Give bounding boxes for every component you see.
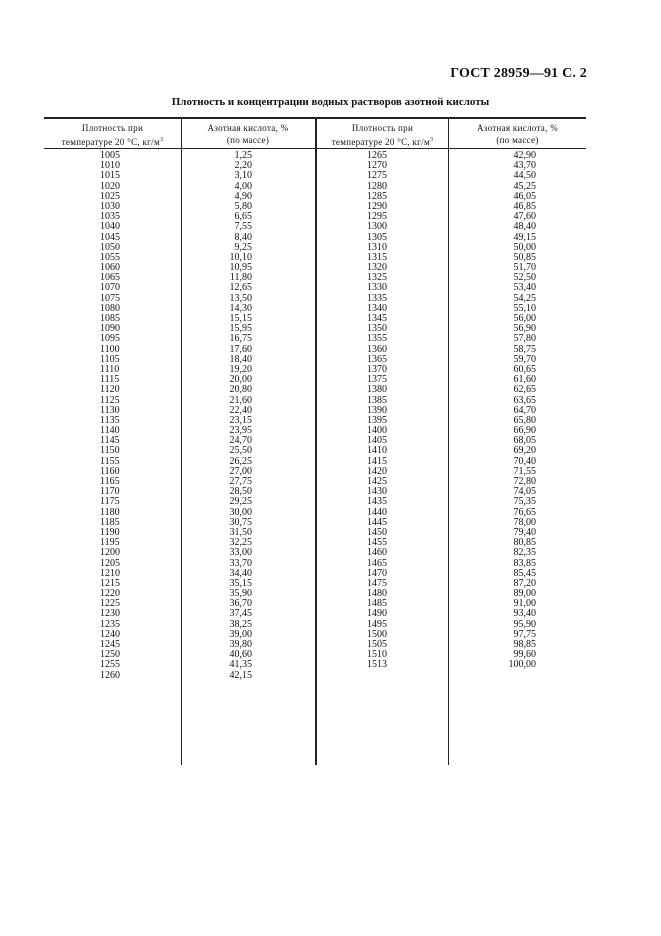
table-cell: 95,90 (513, 618, 536, 630)
column-divider (448, 117, 449, 765)
table-cell: 1005 (100, 150, 120, 161)
table-cell: 1310 (367, 241, 387, 253)
page-header: ГОСТ 28959—91 С. 2 (450, 66, 587, 81)
table-cell: 1340 (367, 302, 387, 314)
table-cell: 1185 (100, 516, 120, 528)
table-cell: 1175 (100, 496, 120, 508)
table-cell: 21,60 (229, 394, 252, 406)
table-cell: 1035 (100, 211, 120, 223)
table-cell: 1215 (100, 577, 120, 589)
table-cell: 1290 (367, 200, 387, 212)
table-cell: 49,15 (513, 231, 536, 243)
table-cell: 1380 (367, 384, 387, 396)
table-cell: 1315 (367, 251, 387, 263)
table-cell: 11,80 (229, 272, 252, 284)
table-cell: 1240 (100, 628, 120, 640)
table-cell: 79,40 (513, 526, 536, 538)
header-text: Азотная кислота, % (476, 123, 558, 133)
table-cell: 54,25 (513, 292, 536, 304)
table-cell: 1495 (367, 618, 387, 630)
table-cell: 47,60 (513, 211, 536, 223)
table-cell: 26,25 (229, 455, 252, 467)
table-cell: 69,20 (513, 445, 536, 457)
table-cell: 3,10 (234, 170, 252, 182)
table-cell: 72,80 (513, 476, 536, 487)
table-cell: 27,75 (229, 476, 252, 487)
table-cell: 1145 (100, 435, 120, 447)
header-text-unit: температуре 20 °С, кг/м (331, 137, 430, 147)
table-cell: 64,70 (513, 404, 536, 416)
table-cell: 29,25 (229, 496, 252, 508)
table-cell: 1370 (367, 363, 387, 375)
table-cell: 50,85 (513, 251, 536, 263)
table-cell: 57,80 (513, 333, 536, 345)
table-cell: 1285 (367, 190, 387, 202)
table-cell: 1100 (100, 343, 120, 355)
table-cell: 1055 (100, 251, 120, 263)
table-cell: 24,70 (229, 435, 252, 447)
table-cell: 25,50 (229, 445, 252, 457)
table-cell: 1235 (100, 618, 120, 630)
table-cell: 1305 (367, 231, 387, 243)
table-cell: 1250 (100, 649, 120, 661)
column-divider (181, 117, 182, 765)
table-cell: 1355 (367, 333, 387, 345)
table-cell: 1255 (100, 659, 120, 671)
table-cell: 1130 (100, 404, 120, 416)
table-cell: 27,00 (229, 465, 252, 477)
table-cell: 1365 (367, 353, 387, 365)
table-cell: 1180 (100, 506, 120, 518)
table-cell: 89,00 (513, 588, 536, 600)
table-cell: 71,55 (513, 465, 536, 477)
table-cell: 15,95 (229, 323, 252, 335)
table-cell: 1125 (100, 394, 120, 406)
table-cell: 1110 (100, 363, 120, 375)
table-cell: 1410 (367, 445, 387, 457)
table-cell: 66,90 (513, 425, 536, 437)
table-cell: 1510 (367, 649, 387, 661)
table-cell: 1010 (100, 160, 120, 172)
table-cell: 35,90 (229, 588, 252, 600)
table-cell: 1095 (100, 333, 120, 345)
density-concentration-table (44, 117, 586, 765)
table-cell: 1500 (367, 628, 387, 640)
table-cell: 1,25 (234, 150, 252, 161)
table-cell: 76,65 (513, 506, 536, 518)
table-cell: 32,25 (229, 537, 252, 549)
table-cell: 19,20 (229, 363, 252, 375)
table-cell: 97,75 (513, 628, 536, 640)
table-cell: 14,30 (229, 302, 252, 314)
table-cell: 75,35 (513, 496, 536, 508)
table-cell: 15,15 (229, 313, 252, 324)
table-cell: 1480 (367, 588, 387, 600)
table-cell: 1350 (367, 323, 387, 335)
header-text (317, 134, 448, 148)
table-cell: 46,05 (513, 190, 536, 202)
table-cell: 1245 (100, 639, 120, 650)
table-cell: 1260 (100, 669, 120, 681)
table-cell: 23,15 (229, 414, 252, 426)
table-cell: 78,00 (513, 516, 536, 528)
table-cell: 1090 (100, 323, 120, 335)
table-cell: 36,70 (229, 598, 252, 610)
table-cell: 1420 (367, 465, 387, 477)
table-cell: 1390 (367, 404, 387, 416)
table-cell: 2,20 (234, 160, 252, 172)
header-text: (по массе) (496, 135, 539, 145)
header-text-unit: температуре 20 °С, кг/м (61, 137, 160, 147)
table-cell: 1300 (367, 221, 387, 233)
table-cell: 37,45 (229, 608, 252, 620)
table-cell: 1470 (367, 567, 387, 579)
table-cell: 40,60 (229, 649, 252, 661)
table-cell: 1430 (367, 486, 387, 498)
table-cell: 42,90 (513, 150, 536, 161)
table-cell: 1140 (100, 425, 120, 437)
density-column-right (367, 151, 407, 671)
table-cell: 20,80 (229, 384, 252, 396)
table-cell: 4,90 (234, 190, 252, 202)
table-cell: 1280 (367, 180, 387, 192)
table-cell: 1210 (100, 567, 120, 579)
table-cell: 70,40 (513, 455, 536, 467)
unit-exponent: 3 (159, 137, 164, 143)
table-title: Плотность и концентрации водных растворов азотной кислоты (171, 96, 490, 108)
table-cell: 83,85 (513, 557, 536, 569)
table-cell: 22,40 (229, 404, 252, 416)
table-cell: 46,85 (513, 200, 536, 212)
table-cell: 1105 (100, 353, 120, 365)
table-cell: 1170 (100, 486, 120, 498)
table-cell: 1395 (367, 414, 387, 426)
table-cell: 1190 (100, 526, 120, 538)
table-cell: 4,00 (234, 180, 252, 192)
acid-column-right (494, 151, 536, 671)
table-cell: 1375 (367, 374, 387, 386)
table-cell: 1320 (367, 262, 387, 274)
table-cell: 33,00 (229, 547, 252, 559)
table-cell: 63,65 (513, 394, 536, 406)
table-cell: 41,35 (229, 659, 252, 671)
table-cell: 34,40 (229, 567, 252, 579)
table-cell: 9,25 (234, 241, 252, 253)
table-cell: 1220 (100, 588, 120, 600)
table-cell: 60,65 (513, 363, 536, 375)
table-cell: 68,05 (513, 435, 536, 447)
table-cell: 1160 (100, 465, 120, 477)
table-cell: 39,80 (229, 639, 252, 650)
table-cell: 48,40 (513, 221, 536, 233)
table-cell: 1445 (367, 516, 387, 528)
table-cell: 13,50 (229, 292, 252, 304)
table-cell: 28,50 (229, 486, 252, 498)
table-cell: 1440 (367, 506, 387, 518)
table-cell: 1465 (367, 557, 387, 569)
table-cell: 1135 (100, 414, 120, 426)
header-text: Плотность при (351, 123, 414, 133)
table-cell: 43,70 (513, 160, 536, 172)
unit-exponent: 3 (429, 137, 434, 143)
table-cell: 100,00 (508, 659, 536, 671)
table-cell: 1070 (100, 282, 120, 294)
table-cell: 1485 (367, 598, 387, 610)
table-cell: 1205 (100, 557, 120, 569)
table-cell: 1015 (100, 170, 120, 182)
table-cell: 38,25 (229, 618, 252, 630)
table-cell: 1450 (367, 526, 387, 538)
table-cell: 1230 (100, 608, 120, 620)
table-cell: 1025 (100, 190, 120, 202)
column-divider (315, 117, 317, 765)
table-cell: 1475 (367, 577, 387, 589)
table-cell: 1435 (367, 496, 387, 508)
table-cell: 1120 (100, 384, 120, 396)
table-cell: 30,00 (229, 506, 252, 518)
header-text: Азотная кислота, % (207, 123, 289, 133)
table-cell: 82,35 (513, 547, 536, 559)
table-cell: 1225 (100, 598, 120, 610)
table-cell: 50,00 (513, 241, 536, 253)
table-cell: 1115 (100, 374, 120, 386)
table-cell: 31,50 (229, 526, 252, 538)
table-cell: 33,70 (229, 557, 252, 569)
table-cell: 59,70 (513, 353, 536, 365)
table-cell: 93,40 (513, 608, 536, 620)
table-cell: 1513 (367, 659, 387, 671)
header-text: Плотность при (81, 123, 144, 133)
table-cell: 65,80 (513, 414, 536, 426)
table-cell: 1505 (367, 639, 387, 650)
table-cell: 61,60 (513, 374, 536, 386)
table-cell: 1490 (367, 608, 387, 620)
table-cell: 1065 (100, 272, 120, 284)
header-density-right (317, 122, 448, 148)
table-cell: 1335 (367, 292, 387, 304)
table-cell: 1080 (100, 302, 120, 314)
table-cell: 53,40 (513, 282, 536, 294)
table-cell: 98,85 (513, 639, 536, 650)
table-cell: 62,65 (513, 384, 536, 396)
acid-column-left (210, 151, 252, 681)
density-column-left (100, 151, 140, 681)
table-cell: 1400 (367, 425, 387, 437)
table-cell: 56,90 (513, 323, 536, 335)
table-cell: 1455 (367, 537, 387, 549)
table-cell: 1195 (100, 537, 120, 549)
table-cell: 30,75 (229, 516, 252, 528)
header-acid-right (449, 122, 586, 146)
table-cell: 1275 (367, 170, 387, 182)
table-cell: 1425 (367, 476, 387, 487)
table-cell: 1155 (100, 455, 120, 467)
table-cell: 10,10 (229, 251, 252, 263)
table-cell: 8,40 (234, 231, 252, 243)
table-cell: 10,95 (229, 262, 252, 274)
table-cell: 1040 (100, 221, 120, 233)
table-cell: 16,75 (229, 333, 252, 345)
table-cell: 5,80 (234, 200, 252, 212)
table-cell: 12,65 (229, 282, 252, 294)
table-cell: 1325 (367, 272, 387, 284)
table-cell: 74,05 (513, 486, 536, 498)
table-cell: 20,00 (229, 374, 252, 386)
table-cell: 1165 (100, 476, 120, 487)
header-text: (по массе) (226, 135, 270, 145)
header-text (44, 134, 181, 148)
table-cell: 1360 (367, 343, 387, 355)
table-cell: 1020 (100, 180, 120, 192)
table-cell: 56,00 (513, 313, 536, 324)
header-acid-left (181, 122, 315, 146)
table-cell: 1405 (367, 435, 387, 447)
header-density-left (44, 122, 181, 148)
table-cell: 85,45 (513, 567, 536, 579)
table-cell: 1045 (100, 231, 120, 243)
table-cell: 80,85 (513, 537, 536, 549)
table-cell: 51,70 (513, 262, 536, 274)
table-cell: 17,60 (229, 343, 252, 355)
table-cell: 35,15 (229, 577, 252, 589)
table-cell: 99,60 (513, 649, 536, 661)
table-cell: 1295 (367, 211, 387, 223)
table-cell: 23,95 (229, 425, 252, 437)
table-cell: 44,50 (513, 170, 536, 182)
table-cell: 55,10 (513, 302, 536, 314)
table-cell: 58,75 (513, 343, 536, 355)
table-cell: 18,40 (229, 353, 252, 365)
table-cell: 1265 (367, 150, 387, 161)
table-cell: 1345 (367, 313, 387, 324)
table-cell: 91,00 (513, 598, 536, 610)
table-cell: 7,55 (234, 221, 252, 233)
table-cell: 1085 (100, 313, 120, 324)
table-cell: 1150 (100, 445, 120, 457)
table-cell: 52,50 (513, 272, 536, 284)
table-cell: 1060 (100, 262, 120, 274)
table-cell: 1075 (100, 292, 120, 304)
table-cell: 1030 (100, 200, 120, 212)
table-cell: 1050 (100, 241, 120, 253)
table-cell: 1200 (100, 547, 120, 559)
table-cell: 6,65 (234, 211, 252, 223)
table-cell: 39,00 (229, 628, 252, 640)
table-cell: 1270 (367, 160, 387, 172)
table-cell: 1460 (367, 547, 387, 559)
table-cell: 45,25 (513, 180, 536, 192)
table-cell: 1385 (367, 394, 387, 406)
table-cell: 87,20 (513, 577, 536, 589)
table-cell: 1415 (367, 455, 387, 467)
table-cell: 1330 (367, 282, 387, 294)
table-cell: 42,15 (229, 669, 252, 681)
